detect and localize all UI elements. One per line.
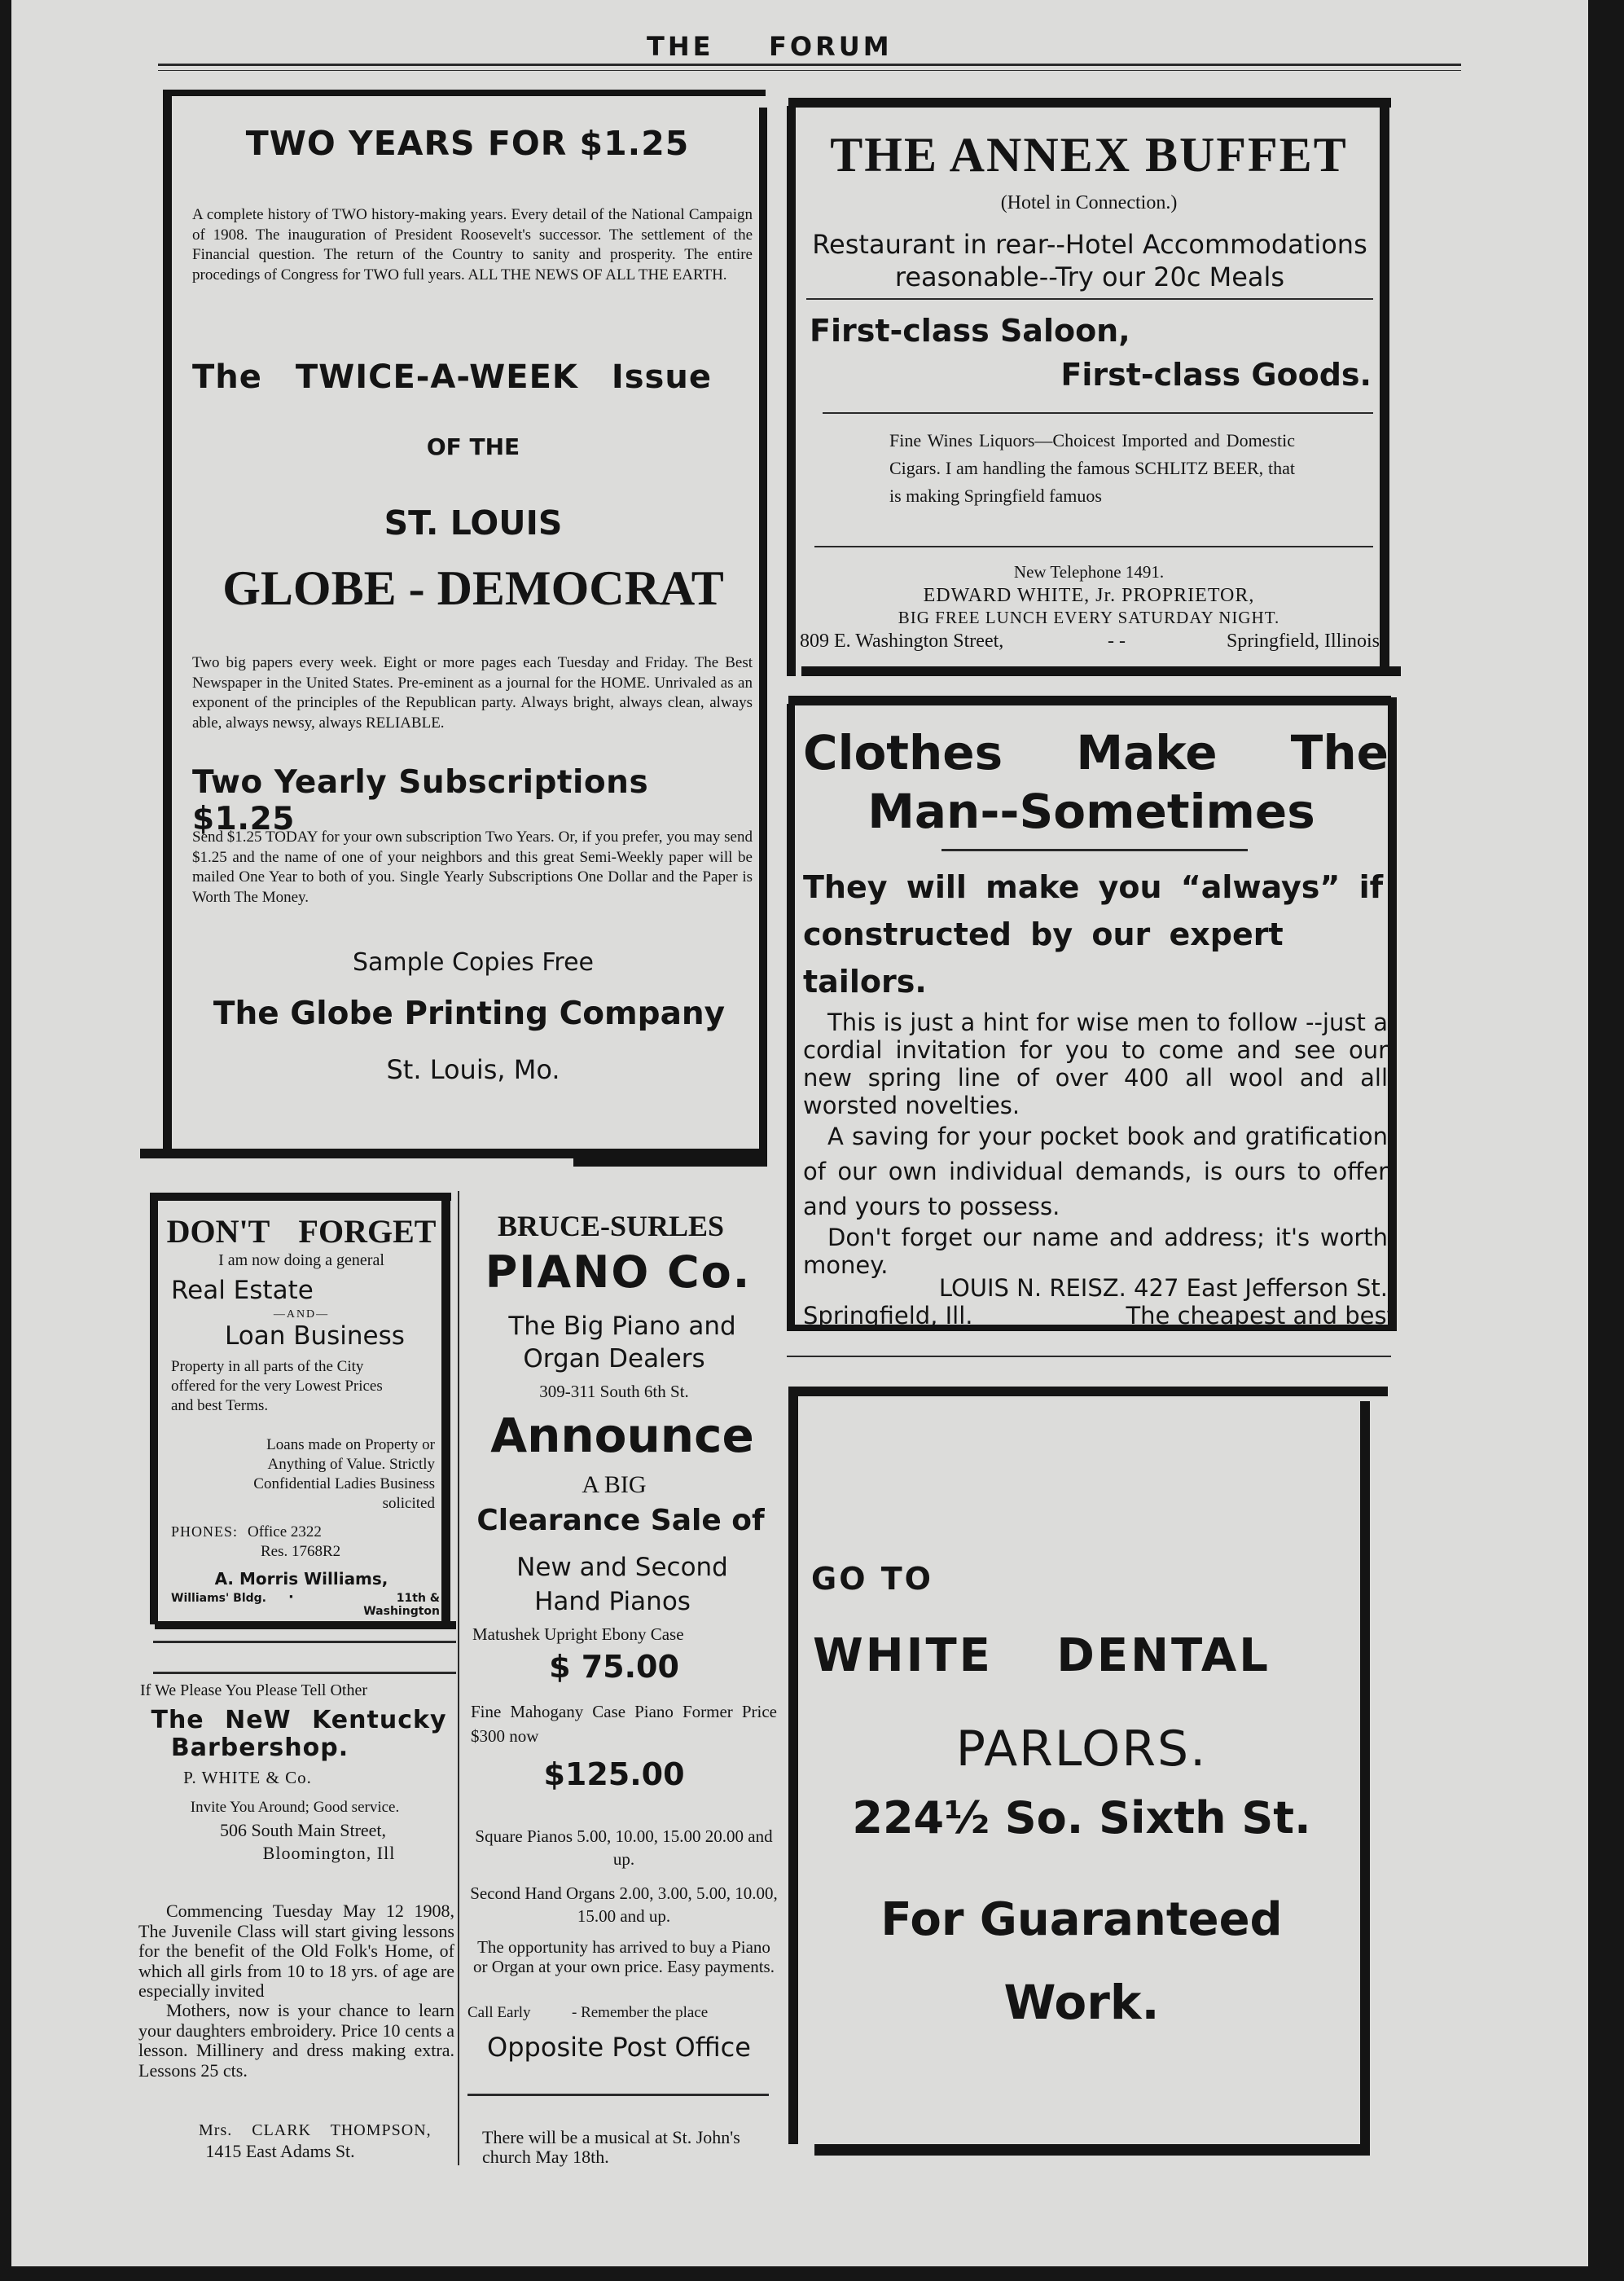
border-left — [150, 1193, 158, 1624]
clothes-tagline: The cheapest and best — [1126, 1302, 1396, 1329]
masthead-forum: FORUM — [769, 31, 893, 62]
re-line3: Loan Business — [225, 1321, 405, 1351]
juvenile-sig-1: Mrs. CLARK THOMPSON, — [199, 2121, 432, 2139]
re-res: Res. 1768R2 — [261, 1543, 341, 1560]
annex-divider-3 — [814, 546, 1373, 547]
globe-issue-line: The TWICE-A-WEEK Issue — [192, 358, 712, 396]
globe-company: The Globe Printing Company — [213, 995, 726, 1032]
piano-opportunity: The opportunity has arrived to buy a Piano or Organ at your own price. Easy payments. — [473, 1937, 775, 1976]
border-right — [441, 1198, 450, 1629]
piano-new-second: New and Second — [516, 1553, 728, 1582]
clothes-headline-2: Man--Sometimes — [867, 784, 1315, 839]
clothes-p3: Don't forget our name and address; it's worth money. — [803, 1224, 1388, 1279]
clothes-lead: They will make you “always” if constructed by our expert tailors. — [803, 869, 1384, 1000]
newspaper-page — [11, 0, 1588, 2266]
barber-invite: Invite You Around; Good service. — [190, 1799, 400, 1816]
border-right — [1360, 1401, 1370, 2156]
musical-notice: There will be a musical at St. John's church May 18th. — [482, 2127, 740, 2167]
barber-name-1: The NeW Kentucky — [151, 1706, 447, 1734]
annex-proprietor: EDWARD WHITE, Jr. PROPRIETOR, — [923, 585, 1255, 606]
piano-a-big: A BIG — [582, 1471, 647, 1498]
globe-paper-name: GLOBE - DEMOCRAT — [222, 561, 724, 615]
border-left — [788, 1393, 798, 2144]
annex-goods: First-class Goods. — [1060, 357, 1372, 393]
annex-subtitle: (Hotel in Connection.) — [1000, 192, 1178, 213]
piano-item-1: Matushek Upright Ebony Case — [472, 1624, 684, 1644]
annex-title: THE ANNEX BUFFET — [830, 128, 1348, 182]
globe-city: ST. LOUIS — [384, 503, 563, 543]
border-right — [759, 108, 767, 1167]
border-top — [150, 1193, 451, 1201]
masthead — [647, 31, 915, 60]
annex-liquors: Fine Wines Liquors—Choicest Imported and Domestic Cigars. I am handling the famous SCHLITZ BEER, that is making Springfield famuos — [889, 430, 1295, 506]
juvenile-p2: Mothers, now is your chance to learn your daughters embroidery. Price 10 cents a lesson. Millinery and dress making extra. Lessons 25 cts. — [138, 2000, 454, 2081]
annex-address-right: Springfield, Illinois — [1227, 631, 1380, 652]
re-loans: Loans made on Property or Anything of Value. Strictly Confidential Ladies Business solicited — [253, 1436, 435, 1512]
globe-of-the: OF THE — [426, 433, 520, 460]
barber-intro: If We Please You Please Tell Other — [140, 1681, 367, 1699]
clothes-underline — [941, 849, 1248, 851]
globe-body: Two big papers every week. Eight or more pages each Tuesday and Friday. The Best Newspaper in the United States. Pre-eminent as a journal for the HOME. Unrivaled as an exponent of the principles of the Republican party. Always bright, always clean, always able, always newsy, always RELIABLE. — [192, 654, 753, 732]
border-bottom — [801, 666, 1401, 676]
re-name: A. Morris Williams, — [214, 1569, 388, 1589]
clothes-city: Springfield, Ill. — [803, 1302, 973, 1329]
re-and: —AND— — [273, 1308, 330, 1321]
border-top — [163, 90, 766, 96]
re-property: Property in all parts of the City offered for the very Lowest Prices and best Terms. — [171, 1358, 383, 1414]
globe-subs-headline: Two Yearly Subscriptions $1.25 — [192, 764, 649, 837]
border-top — [788, 1387, 1388, 1396]
border-bottom-2 — [573, 1155, 762, 1167]
piano-announce: Announce — [490, 1408, 754, 1463]
annex-restaurant: Restaurant in rear--Hotel Accommodations reasonable--Try our 20c Meals — [812, 229, 1367, 292]
piano-item-2: Fine Mahogany Case Piano Former Price $300 now — [471, 1702, 777, 1746]
piano-company: PIANO Co. — [485, 1246, 752, 1298]
barber-city: Bloomington, Ill — [262, 1843, 396, 1863]
rule-right — [787, 1356, 1391, 1357]
re-office: Office 2322 — [248, 1523, 322, 1540]
clothes-signature: LOUIS N. REISZ. 427 East Jefferson St. — [938, 1274, 1388, 1302]
dental-goto: GO TO — [811, 1561, 933, 1597]
border-top — [788, 98, 1391, 108]
piano-remember: - Remember the place — [572, 2004, 709, 2021]
piano-tag-2: Organ Dealers — [523, 1344, 705, 1373]
barber-name-2: Barbershop. — [170, 1734, 349, 1762]
globe-headline: TWO YEARS FOR $1.25 — [245, 124, 690, 163]
re-line1: I am now doing a general — [218, 1251, 384, 1269]
juvenile-sig-2: 1415 East Adams St. — [205, 2141, 355, 2161]
globe-sample: Sample Copies Free — [353, 948, 594, 977]
border-top — [788, 696, 1391, 705]
rule-left-1 — [153, 1641, 456, 1643]
clothes-headline-1: Clothes Make The — [803, 725, 1389, 780]
border-bottom — [155, 1621, 456, 1629]
dental-address: 224½ So. Sixth St. — [852, 1792, 1311, 1844]
barber-address: 506 South Main Street, — [219, 1820, 387, 1840]
annex-lunch: BIG FREE LUNCH EVERY SATURDAY NIGHT. — [898, 608, 1280, 627]
piano-tag-1: The Big Piano and — [508, 1312, 736, 1341]
border-left — [787, 704, 795, 1331]
re-phones-label: PHONES: — [171, 1523, 239, 1540]
annex-divider-2 — [823, 412, 1373, 414]
barber-owner: P. WHITE & Co. — [183, 1768, 312, 1787]
piano-opposite: Opposite Post Office — [487, 2032, 751, 2063]
masthead-rule-thin — [158, 70, 1461, 71]
re-bldg: Williams' Bldg. — [171, 1592, 266, 1605]
piano-organs: Second Hand Organs 2.00, 3.00, 5.00, 10.00, 15.00 and up. — [470, 1883, 778, 1926]
piano-name: BRUCE-SURLES — [497, 1210, 725, 1242]
clothes-p1: This is just a hint for wise men to follow --just a cordial invitation for you to come and see our new spring line of over 400 all wool and all worsted novelties. — [803, 1009, 1388, 1119]
globe-subs-body: Send $1.25 TODAY for your own subscription Two Years. Or, if you prefer, you may send $1.25 and the name of one of your neighbors and this great Semi-Weekly paper will be mailed One Year to both of you. Single Yearly Subscriptions One Dollar and the Paper is Worth The Money. — [192, 828, 753, 906]
piano-rule — [467, 2094, 769, 2096]
annex-divider-1 — [806, 298, 1373, 300]
dental-tag-2: Work. — [1003, 1975, 1160, 2030]
dental-tag-1: For Guaranteed — [880, 1893, 1283, 1946]
annex-address-dash: - - — [1108, 631, 1126, 652]
border-bottom — [814, 2144, 1368, 2156]
piano-address: 309-311 South 6th St. — [539, 1382, 689, 1401]
masthead-the: THE — [647, 31, 714, 62]
rule-left-2 — [153, 1672, 456, 1674]
border-right — [1380, 106, 1389, 676]
clothes-p2: A saving for your pocket book and gratification of our own individual demands, is ours to offer and yours to possess. — [803, 1123, 1388, 1220]
piano-square: Square Pianos 5.00, 10.00, 15.00 20.00 and up. — [475, 1826, 773, 1869]
globe-location: St. Louis, Mo. — [386, 1054, 560, 1085]
re-corner: 11th & Washington — [363, 1592, 440, 1618]
re-line2: Real Estate — [171, 1276, 314, 1305]
piano-price-1: $ 75.00 — [549, 1649, 679, 1685]
globe-intro: A complete history of TWO history-making years. Every detail of the National Campaign of 1908. The inauguration of President Roosevelt's successor. The settlement of the Financial question. The return of the Country to sanity and prosperity. The entire procedings of Congress for TWO full years. ALL THE NEWS OF ALL THE EARTH. — [192, 206, 753, 283]
dental-name-1: WHITE DENTAL — [813, 1629, 1271, 1682]
border-left — [787, 106, 796, 676]
annex-telephone: New Telephone 1491. — [1013, 562, 1165, 582]
re-headline: DON'T FORGET — [166, 1213, 437, 1250]
border-left — [163, 90, 172, 1149]
border-right — [1388, 697, 1397, 1331]
re-dot: · — [288, 1589, 294, 1606]
juvenile-p1: Commencing Tuesday May 12 1908, The Juvenile Class will start giving lessons for the benefit of the Old Folk's Home, of which all girls from 10 to 18 yrs. of age are especially invited — [138, 1901, 454, 2001]
piano-call-early: Call Early — [467, 2004, 531, 2021]
annex-address-left: 809 E. Washington Street, — [800, 631, 1004, 652]
masthead-rule — [158, 64, 1461, 66]
piano-hand: Hand Pianos — [534, 1587, 691, 1616]
annex-saloon: First-class Saloon, — [810, 313, 1130, 349]
piano-sale: Clearance Sale of — [476, 1504, 765, 1537]
dental-name-2: PARLORS. — [955, 1721, 1208, 1778]
piano-price-2: $125.00 — [543, 1756, 685, 1792]
